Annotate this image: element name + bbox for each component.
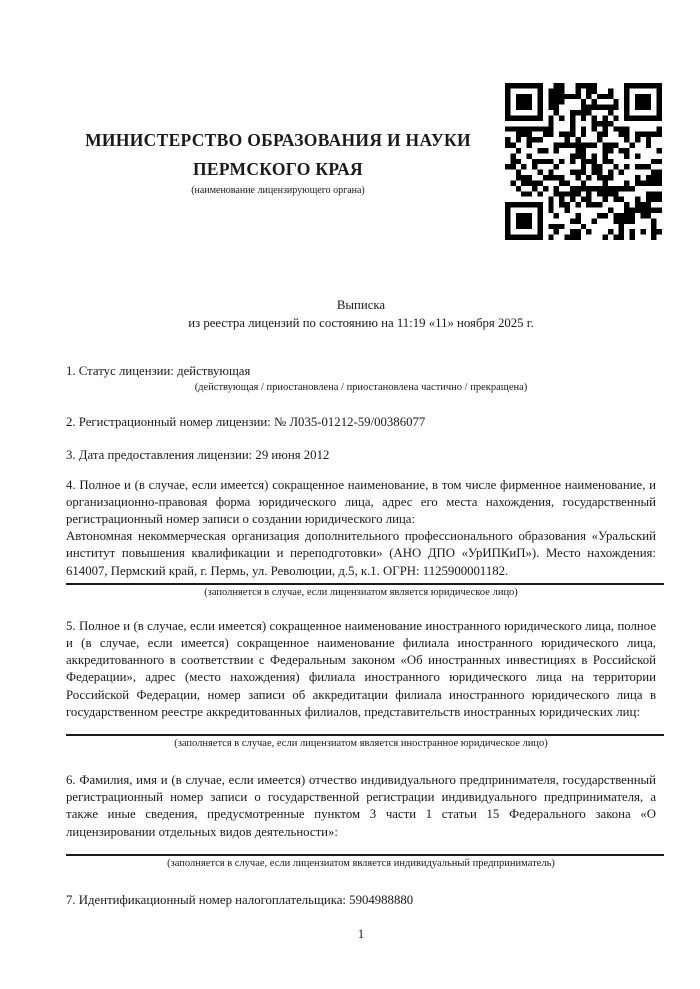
item-taxpayer-number — [66, 892, 656, 909]
page-number: 1 — [357, 927, 365, 941]
item-text: 4. Полное и (в случае, если имеется) сокращенное наименование, в том числе фирменное наименование, и организационно-правовая форма юридического лица, адрес его места нахождения, государственный регистрационный номер записи о создании юридического лица: — [66, 477, 656, 527]
item-value: Автономная некоммерческая организация дополнительного профессионального образования «Уральский институт повышения квалификации и переподготовки» (АНО ДПО «УрИПКиП»). Место нахождения: 614007, Пермский край, г. Пермь, ул. Революции, д.5, к.1. ОГРН: 1125900001182. — [66, 529, 656, 578]
document-title — [66, 297, 656, 332]
authority-caption: (наименование лицензирующего органа) — [191, 185, 365, 196]
item-license-status — [66, 363, 656, 395]
item-registration-number — [66, 414, 656, 431]
item-caption: (заполняется в случае, если лицензиатом является иностранное юридическое лицо) — [174, 738, 548, 750]
title-line1: Выписка — [336, 298, 386, 312]
separator-line — [66, 583, 664, 585]
item-foreign-entity — [66, 618, 656, 751]
item-caption: (заполняется в случае, если лицензиатом является юридическое лицо) — [204, 586, 518, 598]
item-caption: (заполняется в случае, если лицензиатом является индивидуальный предприниматель) — [167, 857, 555, 869]
item-legal-entity — [66, 477, 656, 600]
item-license-date — [66, 447, 656, 464]
qr-code-icon — [505, 83, 662, 240]
item-text: 3. Дата предоставления лицензии: 29 июня 2012 — [66, 448, 330, 463]
item-text: 2. Регистрационный номер лицензии: № Л035-01212-59/00386077 — [66, 415, 426, 430]
item-text: 5. Полное и (в случае, если имеется) сокращенное наименование иностранного юридического лица, полное и (в случае, если имеется) сокращенное наименование филиала иностранного юридического лица, аккредитованного в соответствии с Федеральным законом «Об иностранных инвестициях в Российской Федерации», адрес (место нахождения) филиала иностранного юридического лица на территории Российской Федерации, номер записи об аккредитации филиала иностранного юридического лица в государственном реестре аккредитованных филиалов, представительств иностранных юридических лиц: — [66, 618, 656, 719]
item-individual-entrepreneur — [66, 772, 656, 871]
item-text: 1. Статус лицензии: действующая — [66, 364, 251, 378]
separator-line — [66, 734, 664, 736]
separator-line — [66, 854, 664, 856]
ministry-name-line2: ПЕРМСКОГО КРАЯ — [193, 159, 363, 179]
title-line2: из реестра лицензий по состоянию на 11:19 «11» ноября 2025 г. — [188, 315, 534, 330]
licensing-authority-header — [66, 126, 490, 198]
item-caption: (действующая / приостановлена / приостановлена частично / прекращена) — [194, 382, 528, 394]
ministry-name-line1: МИНИСТЕРСТВО ОБРАЗОВАНИЯ И НАУКИ — [85, 130, 471, 150]
item-text: 7. Идентификационный номер налогоплательщика: 5904988880 — [66, 892, 414, 907]
item-text: 6. Фамилия, имя и (в случае, если имеется) отчество индивидуального предпринимателя, государственный регистрационный номер записи о государственной регистрации индивидуального предпринимателя, а также иные сведения, предусмотренные пунктом 3 части 1 статьи 15 Федерального закона «О лицензировании отдельных видов деятельности»: — [66, 773, 656, 839]
